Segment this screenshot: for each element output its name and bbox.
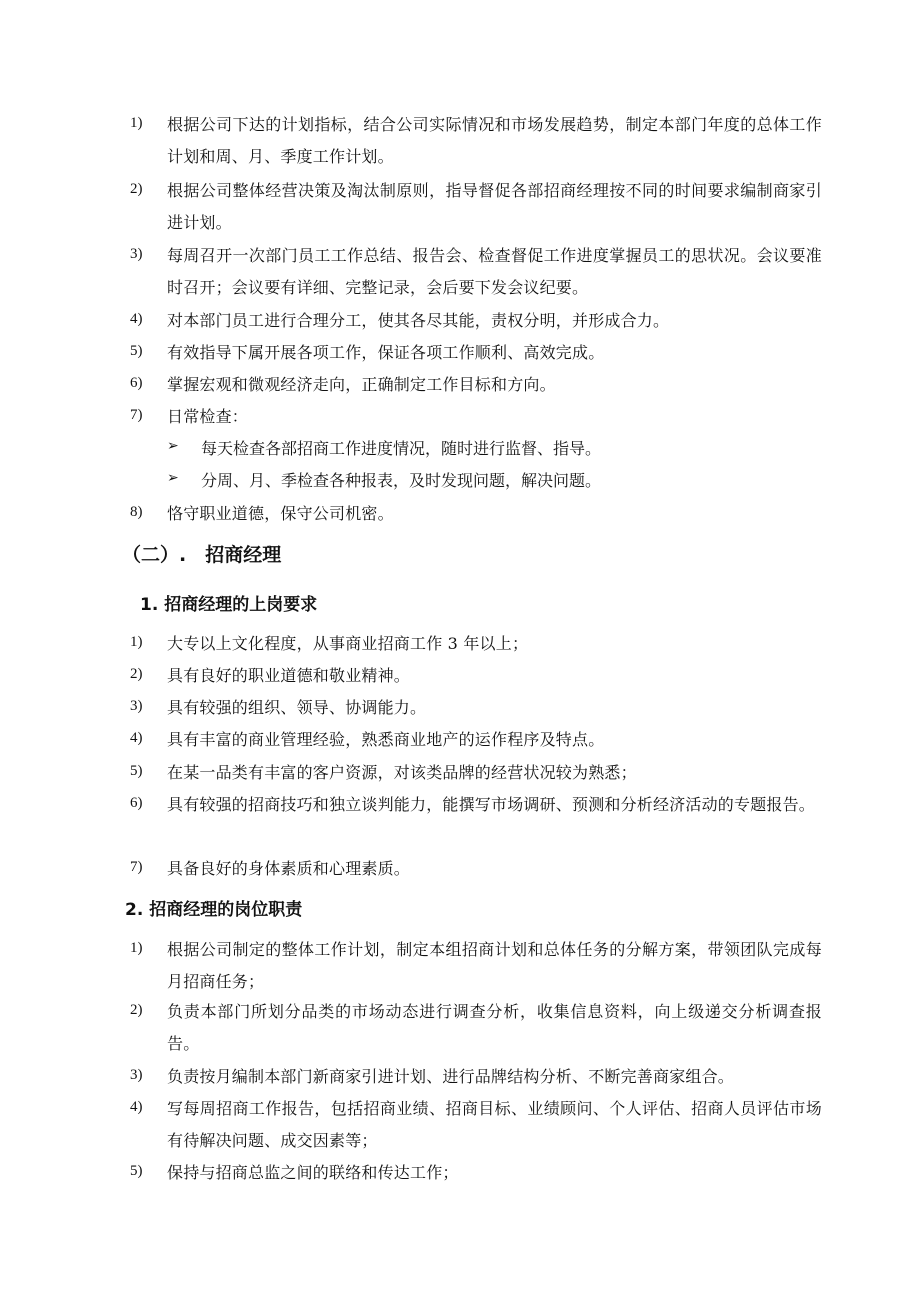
- item-number: 5): [130, 763, 143, 779]
- item-number: 7): [130, 859, 143, 875]
- item-number: 3): [130, 246, 143, 262]
- item-number: 5): [130, 1163, 143, 1179]
- item-number: 1): [130, 115, 143, 131]
- item-number: 4): [130, 311, 143, 327]
- item-text: 具备良好的身体素质和心理素质。: [167, 859, 411, 878]
- item-text: 保持与招商总监之间的联络和传达工作；: [167, 1163, 459, 1182]
- item-number: 1): [130, 634, 143, 650]
- item-text: 在某一品类有丰富的客户资源，对该类品牌的经营状况较为熟悉；: [167, 763, 637, 782]
- item-text: 恪守职业道德，保守公司机密。: [167, 504, 394, 523]
- item-text: 写每周招商工作报告，包括招商业绩、招商目标、业绩顾问、个人评估、招商人员评估市场有待解决问题、成交因素等；: [167, 1099, 822, 1150]
- item-text: 负责本部门所划分品类的市场动态进行调查分析，收集信息资料，向上级递交分析调查报告。: [167, 1002, 822, 1053]
- sub-item-text: 每天检查各部招商工作进度情况，随时进行监督、指导。: [201, 439, 602, 458]
- item-number: 3): [130, 1067, 143, 1083]
- item-number: 3): [130, 698, 143, 714]
- item-number: 2): [130, 1002, 143, 1018]
- item-text: 对本部门员工进行合理分工，使其各尽其能，责权分明，并形成合力。: [167, 311, 670, 330]
- item-number: 2): [130, 181, 143, 197]
- item-text: 负责按月编制本部门新商家引进计划、进行品牌结构分析、不断完善商家组合。: [167, 1067, 735, 1086]
- arrow-bullet-icon: ➢: [167, 438, 179, 454]
- item-text: 具有较强的招商技巧和独立谈判能力，能撰写市场调研、预测和分析经济活动的专题报告。: [167, 795, 816, 814]
- item-text: 有效指导下属开展各项工作，保证各项工作顺利、高效完成。: [167, 343, 605, 362]
- arrow-bullet-icon: ➢: [167, 470, 179, 486]
- section-heading: （二）. 招商经理: [122, 544, 282, 566]
- item-number: 8): [130, 504, 143, 520]
- item-text: 日常检查：: [167, 407, 249, 426]
- item-number: 6): [130, 375, 143, 391]
- sub-heading: 1. 招商经理的上岗要求: [140, 595, 318, 615]
- item-number: 4): [130, 1099, 143, 1115]
- item-number: 6): [130, 795, 143, 811]
- item-text: 每周召开一次部门员工工作总结、报告会、检查督促工作进度掌握员工的思状况。会议要准时召开；会议要有详细、完整记录，会后要下发会议纪要。: [167, 246, 822, 297]
- item-number: 1): [130, 940, 143, 956]
- item-text: 根据公司整体经营决策及淘汰制原则，指导督促各部招商经理按不同的时间要求编制商家引进计划。: [167, 181, 822, 232]
- item-text: 根据公司下达的计划指标，结合公司实际情况和市场发展趋势，制定本部门年度的总体工作计划和周、月、季度工作计划。: [167, 115, 822, 166]
- sub-item-text: 分周、月、季检查各种报表，及时发现问题，解决问题。: [201, 471, 602, 490]
- item-text: 具有丰富的商业管理经验，熟悉商业地产的运作程序及特点。: [167, 730, 605, 749]
- item-number: 7): [130, 407, 143, 423]
- item-number: 4): [130, 730, 143, 746]
- item-text: 大专以上文化程度，从事商业招商工作 3 年以上；: [167, 634, 529, 653]
- sub-heading: 2. 招商经理的岗位职责: [125, 900, 303, 920]
- item-number: 5): [130, 343, 143, 359]
- item-text: 具有较强的组织、领导、协调能力。: [167, 698, 427, 717]
- item-number: 2): [130, 666, 143, 682]
- item-text: 根据公司制定的整体工作计划，制定本组招商计划和总体任务的分解方案，带领团队完成每月招商任务；: [167, 940, 822, 991]
- item-text: 掌握宏观和微观经济走向，正确制定工作目标和方向。: [167, 375, 556, 394]
- item-text: 具有良好的职业道德和敬业精神。: [167, 666, 411, 685]
